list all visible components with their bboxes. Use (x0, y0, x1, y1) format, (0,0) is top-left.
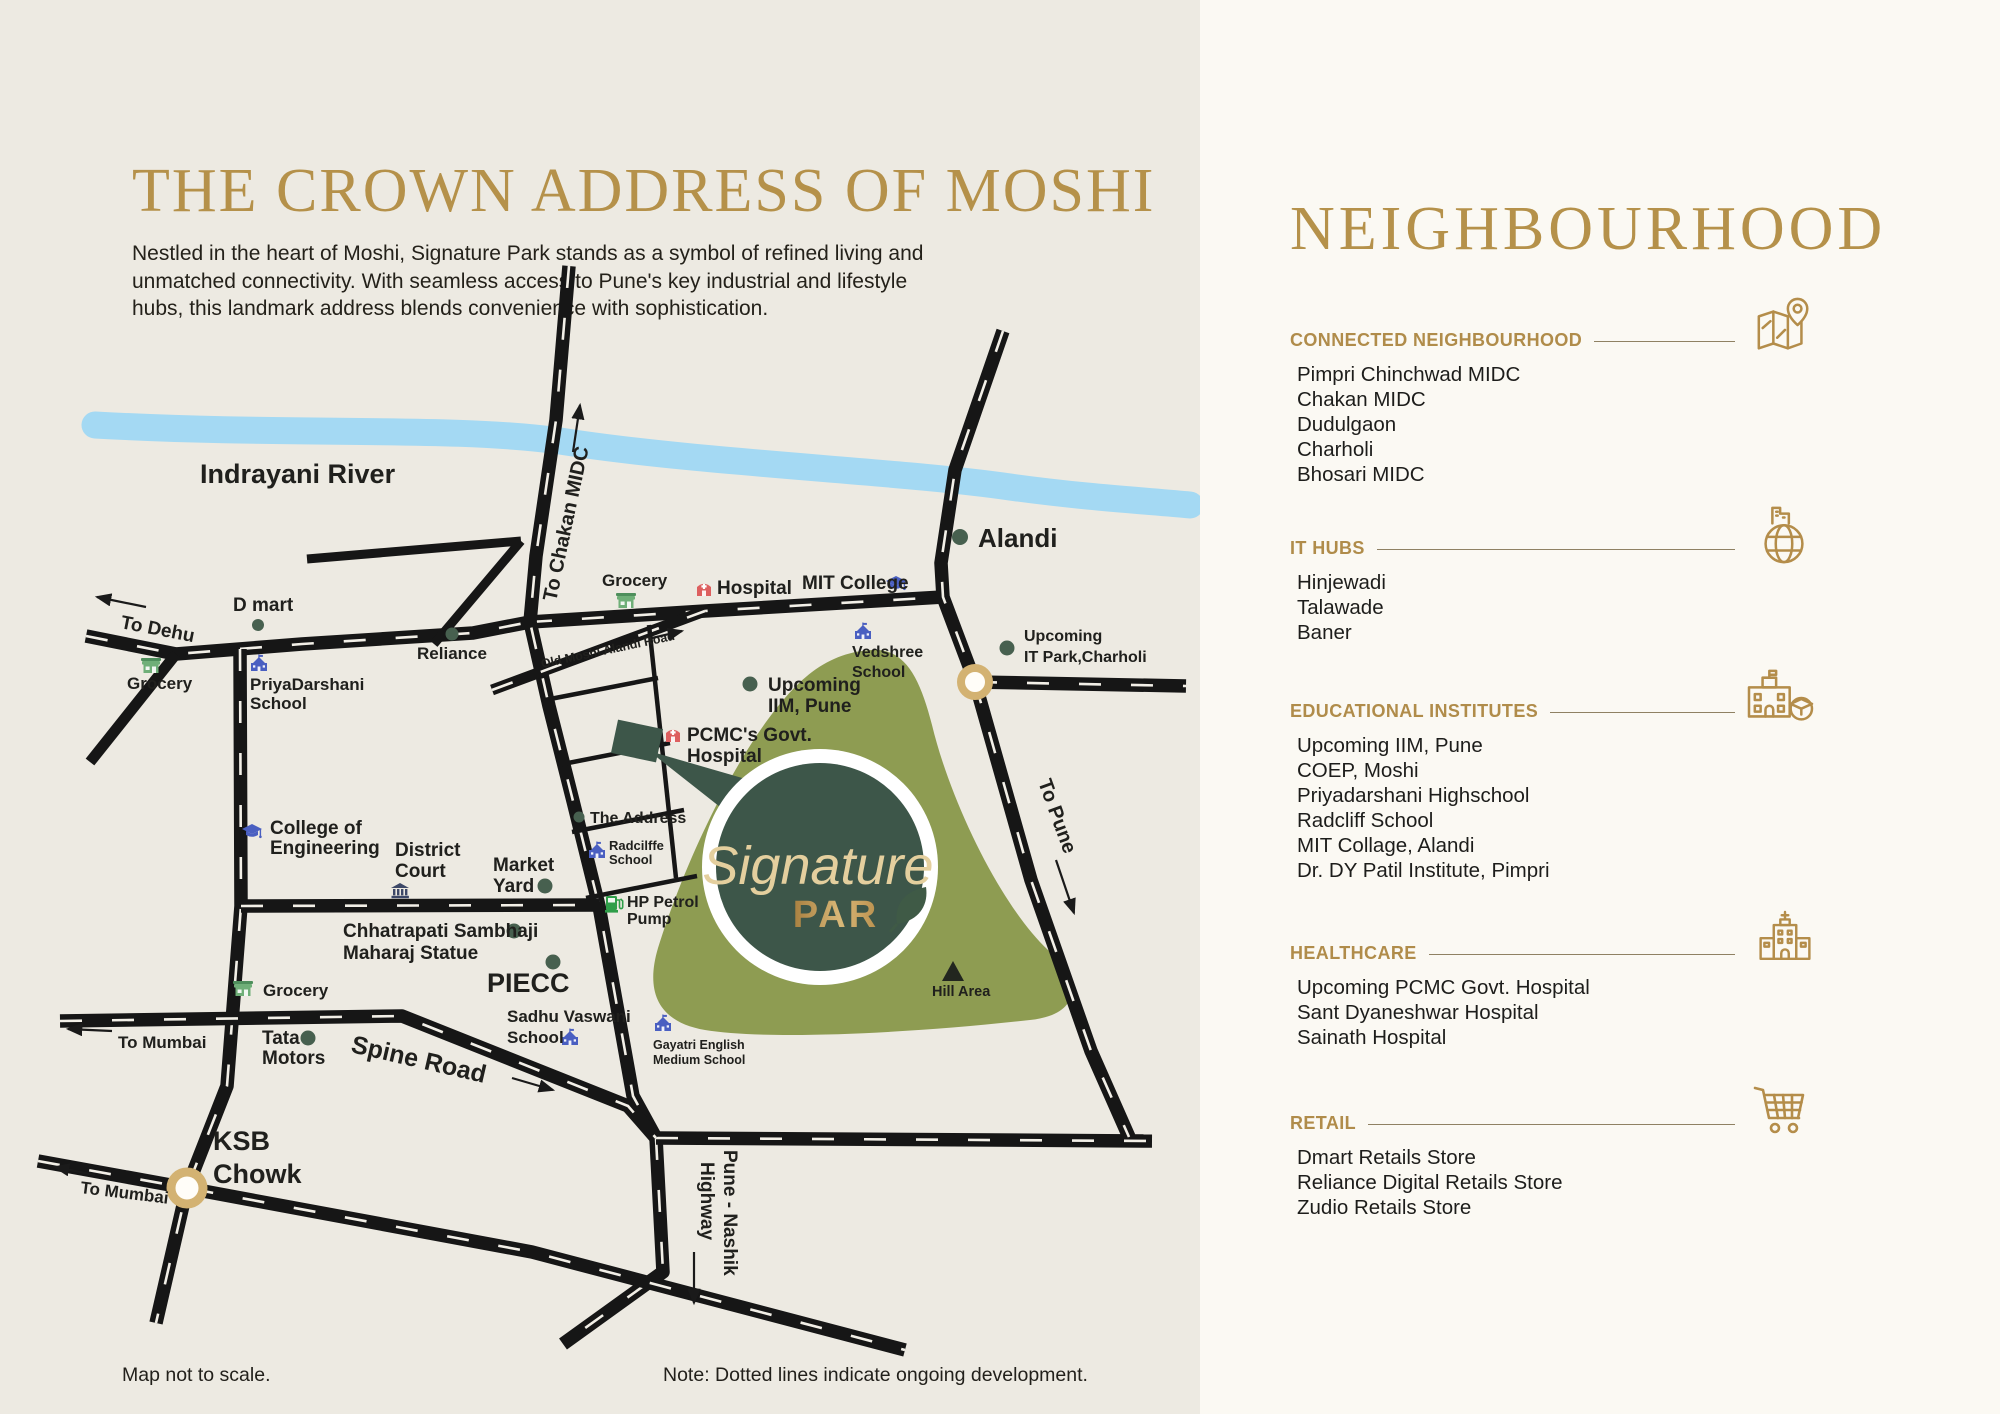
label-hp-2: Pump (627, 911, 672, 928)
label-alandi: Alandi (978, 523, 1058, 553)
label-spine-road: Spine Road (348, 1030, 489, 1089)
label-gayatri-2: Medium School (653, 1053, 746, 1067)
list-item: Baner (1297, 621, 1352, 644)
list-item: MIT Collage, Alandi (1297, 834, 1475, 857)
intro-line-1: Nestled in the heart of Moshi, Signature Park stands as a symbol of refined living and (132, 242, 924, 265)
court-icon (391, 883, 409, 898)
school-icon (589, 842, 605, 859)
school-icon (855, 623, 871, 640)
heading-rule (1368, 1124, 1735, 1125)
label-to-mumbai-1: To Mumbai (118, 1033, 207, 1052)
logo-park: PAR (792, 894, 880, 936)
label-court-2: Court (395, 861, 446, 882)
label-vedshree-2: School (852, 664, 906, 681)
list-item: Sant Dyaneshwar Hospital (1297, 1001, 1539, 1024)
label-market-1: Market (493, 855, 555, 876)
heading-rule (1429, 954, 1735, 955)
list-item: Pimpri Chinchwad MIDC (1297, 363, 1521, 386)
section-heading: IT HUBS (1290, 538, 1365, 558)
neighbourhood-title: NEIGHBOURHOOD (1290, 194, 1887, 263)
logo-script: Signature (702, 836, 934, 896)
list-item: Dr. DY Patil Institute, Pimpri (1297, 859, 1550, 882)
hospital-icon (697, 584, 711, 596)
list-item: Charholi (1297, 438, 1374, 461)
label-ksb-2: Chowk (213, 1159, 302, 1189)
section-educational-institutes (1290, 701, 1735, 883)
label-grocery-north: Grocery (602, 571, 668, 590)
label-to-mumbai-2: To Mumbai (79, 1178, 170, 1208)
label-tata-1: Tata (262, 1028, 300, 1049)
label-ksb-1: KSB (213, 1126, 271, 1156)
label-to-dehu: To Dehu (119, 612, 197, 648)
section-heading: CONNECTED NEIGHBOURHOOD (1290, 330, 1583, 350)
label-reliance: Reliance (417, 644, 487, 663)
label-the-address: The Address (590, 810, 687, 827)
label-gayatri-1: Gayatri English (653, 1038, 745, 1052)
grocery-icon (616, 593, 636, 608)
label-hill-area: Hill Area (932, 984, 991, 1000)
intro-line-2: unmatched connectivity. With seamless access to Pune's key industrial and lifestyle (132, 270, 908, 293)
label-tata-2: Motors (262, 1048, 326, 1069)
note-dotted: Note: Dotted lines indicate ongoing development. (663, 1364, 1088, 1386)
label-coe-1: College of (270, 818, 362, 839)
list-item: Upcoming IIM, Pune (1297, 734, 1483, 757)
label-sadhu-2: School (507, 1028, 564, 1047)
label-vedshree-1: Vedshree (852, 644, 924, 661)
label-itpark-2: IT Park,Charholi (1024, 649, 1147, 666)
heading-rule (1377, 549, 1735, 550)
label-dmart: D mart (233, 595, 294, 616)
hospital-building-icon (1755, 910, 1815, 972)
list-item: Talawade (1297, 596, 1384, 619)
school-graduation-icon (1745, 668, 1815, 730)
petrol-pump-icon (605, 896, 623, 913)
school-icon (655, 1015, 671, 1032)
label-hp-1: HP Petrol (627, 894, 699, 911)
list-item: Hinjewadi (1297, 571, 1386, 594)
label-to-pune: To Pune (1033, 776, 1081, 857)
junction-charholi (961, 668, 989, 696)
label-iim-2: IIM, Pune (768, 696, 852, 717)
label-priyadarshani-1: PriyaDarshani (250, 675, 365, 694)
intro-line-3: hubs, this landmark address blends convenience with sophistication. (132, 297, 769, 320)
school-icon (251, 655, 267, 672)
heading-rule (1550, 712, 1735, 713)
neighbourhood-panel (1200, 0, 2000, 1414)
label-hospital-north: Hospital (717, 578, 792, 599)
list-item: Reliance Digital Retails Store (1297, 1171, 1563, 1194)
section-healthcare (1290, 943, 1735, 1050)
page-title: THE CROWN ADDRESS OF MOSHI (132, 157, 1156, 225)
section-connected-neighbourhood (1290, 330, 1735, 487)
label-statue-2: Maharaj Statue (343, 943, 479, 964)
list-item: Bhosari MIDC (1297, 463, 1425, 486)
grocery-icon (141, 658, 161, 673)
globe-buildings-icon (1753, 501, 1815, 567)
note-scale: Map not to scale. (122, 1364, 271, 1386)
map-pin-icon (1753, 297, 1815, 359)
label-sadhu-1: Sadhu Vaswani (507, 1007, 631, 1026)
label-priyadarshani-2: School (250, 694, 307, 713)
grocery-icon (233, 981, 253, 996)
label-radcliffe-2: School (609, 852, 653, 867)
label-mit-college: MIT College (802, 573, 909, 594)
label-to-chakan: To Chakan MIDC (539, 444, 594, 604)
label-iim-1: Upcoming (768, 675, 861, 696)
list-item: Chakan MIDC (1297, 388, 1426, 411)
section-heading: HEALTHCARE (1290, 943, 1417, 963)
label-coe-2: Engineering (270, 838, 380, 859)
label-highway-1: Pune - Nashik (719, 1150, 740, 1276)
section-it-hubs (1290, 538, 1735, 645)
hospital-icon (666, 730, 680, 742)
label-market-2: Yard (493, 876, 535, 897)
label-radcliffe-1: Radcilffe (609, 838, 664, 853)
label-statue-1: Chhatrapati Sambhaji (343, 921, 539, 942)
list-item: Dmart Retails Store (1297, 1146, 1476, 1169)
list-item: Upcoming PCMC Govt. Hospital (1297, 976, 1590, 999)
label-court-1: District (395, 840, 461, 861)
label-piecc: PIECC (487, 968, 570, 998)
site-marker (611, 720, 663, 763)
section-heading: RETAIL (1290, 1113, 1357, 1133)
label-pcmc-1: PCMC's Govt. (687, 725, 812, 746)
list-item: Dudulgaon (1297, 413, 1397, 436)
label-old-moshi-road: Old Moshi Alandi Road (539, 628, 676, 671)
list-item: Radcliff School (1297, 809, 1434, 832)
section-retail (1290, 1113, 1735, 1220)
junction-ksb-chowk (171, 1172, 203, 1204)
label-itpark-1: Upcoming (1024, 628, 1103, 645)
section-heading: EDUCATIONAL INSTITUTES (1290, 701, 1539, 721)
heading-rule (1594, 341, 1735, 342)
list-item: COEP, Moshi (1297, 759, 1419, 782)
label-grocery-south: Grocery (263, 981, 329, 1000)
list-item: Priyadarshani Highschool (1297, 784, 1530, 807)
label-highway-2: Highway (696, 1162, 717, 1241)
label-river: Indrayani River (200, 459, 396, 489)
list-item: Zudio Retails Store (1297, 1196, 1472, 1219)
school-icon (562, 1029, 578, 1046)
label-pcmc-2: Hospital (687, 746, 762, 767)
signature-park-logo (702, 749, 938, 985)
shopping-cart-icon (1751, 1082, 1815, 1142)
label-grocery-west: Grocery (127, 674, 193, 693)
list-item: Sainath Hospital (1297, 1026, 1447, 1049)
